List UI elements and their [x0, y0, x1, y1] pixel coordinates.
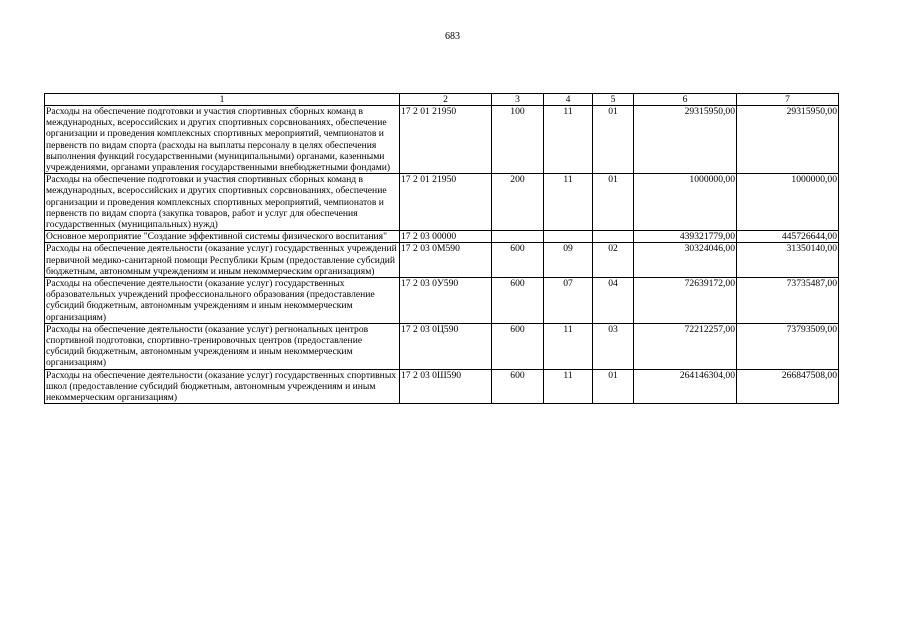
row-expense-type-cell: [492, 231, 544, 243]
table-row: [45, 243, 839, 278]
row-expense-type-cell: 600: [492, 278, 544, 324]
table-row: [45, 323, 839, 369]
header-row: [45, 94, 839, 106]
row-expense-type-cell: 100: [492, 106, 544, 174]
row-target-code-cell: 17 2 03 00000: [400, 231, 492, 243]
row-name-cell: Основное мероприятие "Создание эффективной системы физического воспитания": [45, 231, 400, 243]
row-subsection-cell: 03: [593, 323, 634, 369]
row-amount-year2-cell: 31350140,00: [737, 243, 839, 278]
col-header-5: 5: [593, 94, 634, 106]
row-name-cell: Расходы на обеспечение подготовки и участия спортивных сборных команд в международных, всероссийских и других спортивных сорсвнованиях, обеспечение организации и проведения комплексных спортивных мероприятий, чемпионатов и первенств по видам спорта (расходы на выплаты персоналу в целях обеспечения выполнения функций государственными (муниципальными) органами, казенными учреждениями, органами управления государственными внебюджетными фондами): [45, 106, 400, 174]
row-amount-year2-cell: 29315950,00: [737, 106, 839, 174]
row-section-cell: 11: [544, 323, 593, 369]
row-amount-year1-cell: 72639172,00: [634, 278, 737, 324]
row-section-cell: 09: [544, 243, 593, 278]
row-expense-type-cell: 600: [492, 369, 544, 404]
row-subsection-cell: 01: [593, 106, 634, 174]
row-amount-year2-cell: 445726644,00: [737, 231, 839, 243]
row-amount-year1-cell: 264146304,00: [634, 369, 737, 404]
row-expense-type-cell: 600: [492, 323, 544, 369]
row-name-cell: Расходы на обеспечение подготовки и участия спортивных сборных команд в международных, всероссийских и других спортивных сорсвнованиях, обеспечение организации и проведения комплексных спортивных мероприятий, чемпионатов и первенств по видам спорта (закупка товаров, работ и услуг для обеспечения государственных (муниципальных) нужд): [45, 174, 400, 231]
row-expense-type-cell: 200: [492, 174, 544, 231]
row-subsection-cell: 01: [593, 369, 634, 404]
row-amount-year1-cell: 439321779,00: [634, 231, 737, 243]
row-name-cell: Расходы на обеспечение деятельности (оказание услуг) государственных спортивных школ (предоставление субсидий бюджетным, автономным учреждениям и иным некоммерческим организациям): [45, 369, 400, 404]
row-name-cell: Расходы на обеспечение деятельности (оказание услуг) государственных учреждений первичной медико-санитарной помощи Республики Крым (предоставление субсидий бюджетным, автономным учреждениям и иным некоммерческим организациям): [45, 243, 400, 278]
col-header-3: 3: [492, 94, 544, 106]
row-section-cell: 11: [544, 174, 593, 231]
row-amount-year1-cell: 30324046,00: [634, 243, 737, 278]
row-target-code-cell: 17 2 01 21950: [400, 106, 492, 174]
col-header-1: 1: [45, 94, 400, 106]
table-row: [45, 106, 839, 174]
table-row: [45, 231, 839, 243]
table-row: [45, 278, 839, 324]
table-row: [45, 174, 839, 231]
row-amount-year1-cell: 72212257,00: [634, 323, 737, 369]
col-header-2: 2: [400, 94, 492, 106]
row-subsection-cell: 01: [593, 174, 634, 231]
row-amount-year2-cell: 266847508,00: [737, 369, 839, 404]
row-target-code-cell: 17 2 03 0У590: [400, 278, 492, 324]
row-amount-year1-cell: 29315950,00: [634, 106, 737, 174]
row-target-code-cell: 17 2 03 0Ц590: [400, 323, 492, 369]
row-subsection-cell: [593, 231, 634, 243]
row-subsection-cell: 04: [593, 278, 634, 324]
col-header-4: 4: [544, 94, 593, 106]
table-body: [45, 94, 839, 404]
row-target-code-cell: 17 2 03 0Ш590: [400, 369, 492, 404]
col-header-6: 6: [634, 94, 737, 106]
row-target-code-cell: 17 2 01 21950: [400, 174, 492, 231]
row-amount-year1-cell: 1000000,00: [634, 174, 737, 231]
row-amount-year2-cell: 1000000,00: [737, 174, 839, 231]
row-amount-year2-cell: 73793509,00: [737, 323, 839, 369]
budget-table: [44, 93, 839, 404]
row-name-cell: Расходы на обеспечение деятельности (оказание услуг) государственных образовательных учреждений профессионального образования (предоставление субсидий бюджетным, автономным учреждениям и иным некоммерческим организациям): [45, 278, 400, 324]
col-header-7: 7: [737, 94, 839, 106]
row-name-cell: Расходы на обеспечение деятельности (оказание услуг) регнональных центров спортивной подготовки, спортивно-тренировочных центров (предоставление субсидий бюджетным, автономным учреждениям и иным некоммерческим организациям): [45, 323, 400, 369]
page-number: 683: [445, 31, 460, 42]
row-expense-type-cell: 600: [492, 243, 544, 278]
table-row: [45, 369, 839, 404]
row-amount-year2-cell: 73735487,00: [737, 278, 839, 324]
row-section-cell: 11: [544, 369, 593, 404]
row-section-cell: 11: [544, 106, 593, 174]
row-subsection-cell: 02: [593, 243, 634, 278]
row-target-code-cell: 17 2 03 0М590: [400, 243, 492, 278]
row-section-cell: [544, 231, 593, 243]
row-section-cell: 07: [544, 278, 593, 324]
